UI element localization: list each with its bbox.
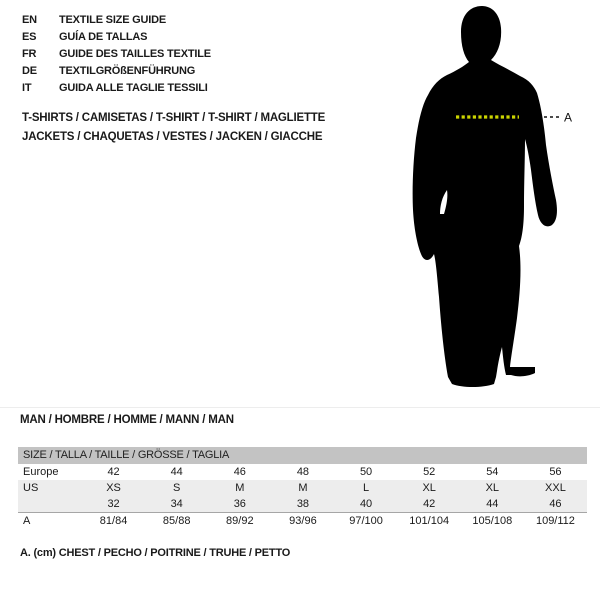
size-value: L <box>363 482 370 494</box>
size-value: XXL <box>545 482 566 494</box>
size-value: S <box>173 482 181 494</box>
size-value: 50 <box>359 466 373 478</box>
size-value: 89/92 <box>226 515 254 527</box>
row-label <box>18 496 82 512</box>
lang-code: ES <box>22 31 37 43</box>
size-value: M <box>298 482 308 494</box>
size-value: 93/96 <box>289 515 317 527</box>
size-value: 46 <box>233 466 246 478</box>
size-value: 40 <box>359 498 373 510</box>
row-label: A <box>23 515 31 527</box>
category-tshirts: T-SHIRTS / CAMISETAS / T-SHIRT / T-SHIRT / MAGLIETTE <box>22 112 326 124</box>
lang-code: IT <box>22 82 32 94</box>
size-table-header: SIZE / TALLA / TAILLE / GRÖSSE / TAGLIA <box>18 447 587 464</box>
size-value: XL <box>485 482 500 494</box>
lang-code: DE <box>22 65 37 77</box>
size-value: 44 <box>170 466 183 478</box>
man-silhouette <box>413 6 557 387</box>
man-silhouette-svg <box>400 0 600 400</box>
size-value: 101/104 <box>409 515 450 527</box>
size-value: 38 <box>296 498 310 510</box>
size-value: 97/100 <box>349 515 383 527</box>
size-value: 85/88 <box>162 515 191 527</box>
size-value: 52 <box>423 466 436 478</box>
size-value: 48 <box>296 466 310 478</box>
measurement-footnote: A. (cm) CHEST / PECHO / POITRINE / TRUHE / PETTO <box>20 547 291 559</box>
table-row-uk <box>18 496 587 512</box>
size-value: 81/84 <box>99 515 128 527</box>
lang-row-es <box>22 29 211 46</box>
garment-categories <box>22 109 325 147</box>
size-value: 42 <box>423 498 436 510</box>
lang-label: GUÍA DE TALLAS <box>59 31 148 43</box>
size-value: 105/108 <box>472 515 513 527</box>
size-value: 36 <box>233 498 246 510</box>
size-value: 42 <box>107 466 120 478</box>
lang-label: GUIDE DES TAILLES TEXTILE <box>59 48 211 60</box>
row-label: US <box>23 482 39 494</box>
lang-label: TEXTILGRÖßENFÜHRUNG <box>59 65 196 77</box>
section-divider <box>0 407 600 408</box>
size-value: 56 <box>549 466 562 478</box>
size-value: 34 <box>170 498 183 510</box>
category-jackets: JACKETS / CHAQUETAS / VESTES / JACKEN / GIACCHE <box>22 131 323 143</box>
size-value: XS <box>106 482 121 494</box>
size-value: 46 <box>549 498 562 510</box>
man-figure <box>400 0 600 400</box>
lang-row-en <box>22 12 211 29</box>
table-row-europe <box>18 464 587 480</box>
lang-label: GUIDA ALLE TAGLIE TESSILI <box>59 82 208 94</box>
lang-code: EN <box>22 14 37 26</box>
measure-label-a: A <box>564 110 573 125</box>
lang-row-de <box>22 63 211 80</box>
size-value: 44 <box>486 498 499 510</box>
size-value: 54 <box>486 466 499 478</box>
size-value: XL <box>422 482 436 494</box>
lang-row-it <box>22 80 211 97</box>
lang-label: TEXTILE SIZE GUIDE <box>59 14 167 26</box>
size-value: 32 <box>107 498 120 510</box>
size-value: M <box>235 482 245 494</box>
row-label: Europe <box>23 466 59 478</box>
lang-row-fr <box>22 46 211 63</box>
size-value: 109/112 <box>535 515 575 527</box>
size-table <box>18 447 587 528</box>
language-title-list <box>22 12 211 97</box>
table-row-us <box>18 480 587 496</box>
section-title-man: MAN / HOMBRE / HOMME / MANN / MAN <box>20 414 234 426</box>
lang-code: FR <box>22 48 37 60</box>
table-row-chest <box>18 512 587 528</box>
